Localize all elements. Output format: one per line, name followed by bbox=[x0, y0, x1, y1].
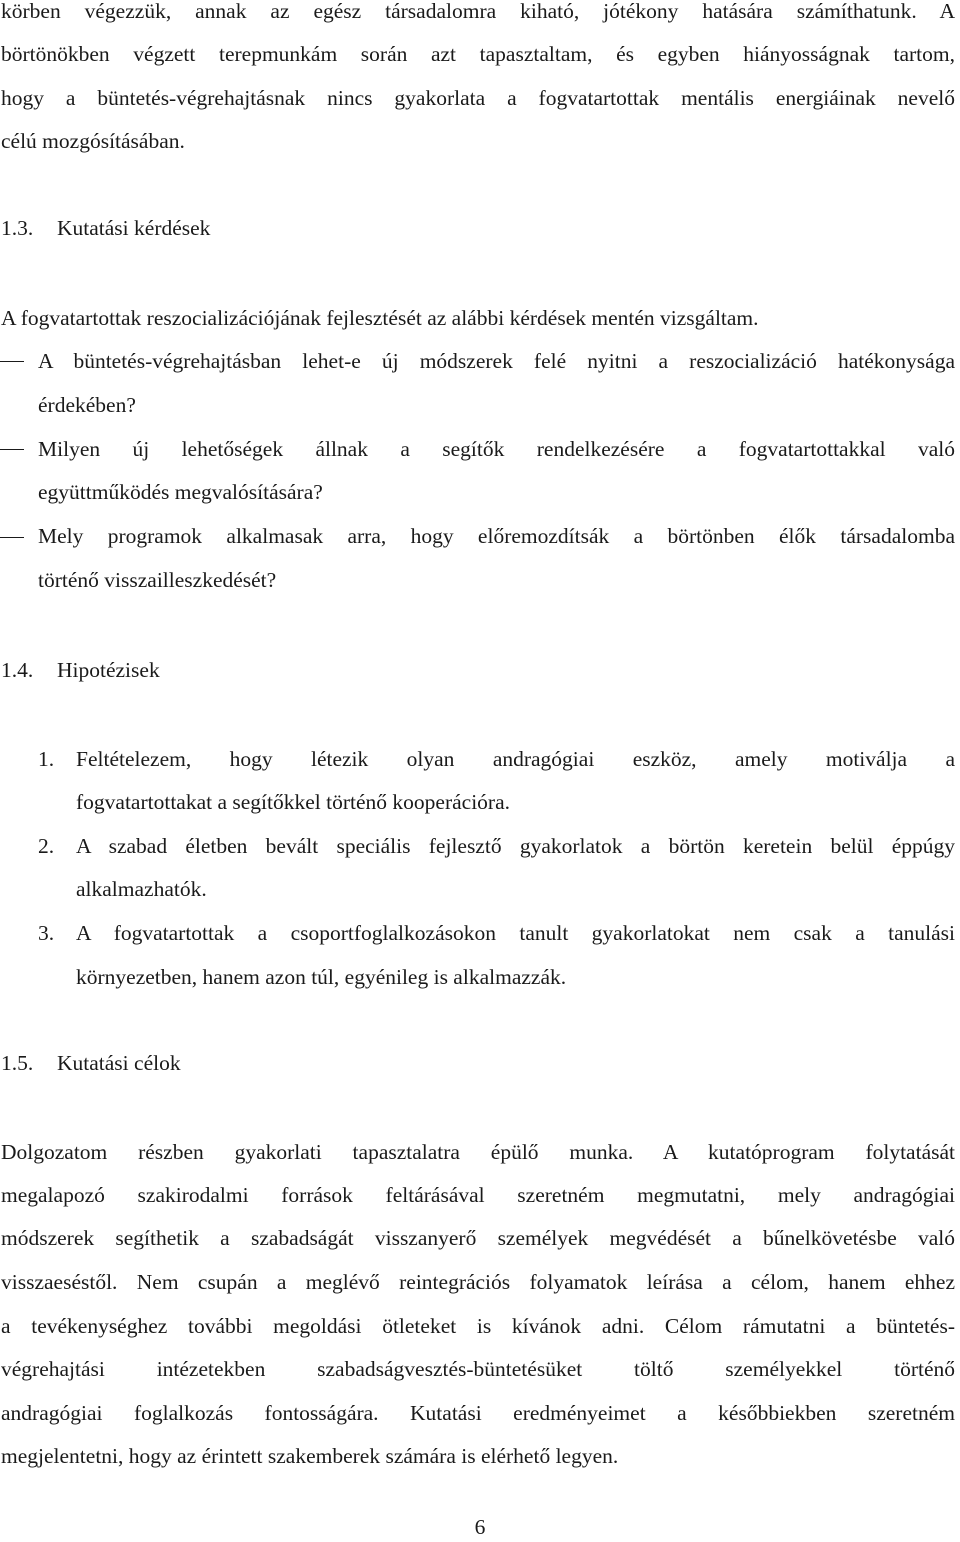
dash-bullet bbox=[0, 361, 24, 362]
section-lead: A fogvatartottak reszocializációjának fejlesztését az alábbi kérdések mentén vizsgáltam. bbox=[1, 306, 759, 330]
list-item-number: 2. bbox=[38, 834, 55, 858]
paragraph-line: végrehajtási intézetekben szabadságvesztés-büntetésüket töltő személyekkel történő bbox=[1, 1357, 955, 1381]
list-item-line: A fogvatartottak a csoportfoglalkozásokon tanult gyakorlatokat nem csak a tanulási bbox=[76, 921, 955, 945]
list-item-line: Mely programok alkalmasak arra, hogy előremozdítsák a börtönben élők társadalomba bbox=[38, 524, 955, 548]
section-heading-1-3 bbox=[1, 213, 210, 243]
list-item-line: történő visszailleszkedését? bbox=[38, 568, 277, 592]
paragraph-line: megjelentetni, hogy az érintett szakemberek számára is elérhető legyen. bbox=[1, 1444, 619, 1468]
list-item-line: A büntetés-végrehajtásban lehet-e új módszerek felé nyitni a reszocializáció hatékonysága bbox=[38, 349, 955, 373]
list-item-line: A szabad életben bevált speciális fejlesztő gyakorlatok a börtön keretein belül éppúgy bbox=[76, 834, 955, 858]
section-title: Kutatási kérdések bbox=[57, 216, 211, 240]
section-heading-1-4 bbox=[1, 655, 160, 685]
page-number: 6 bbox=[474, 1515, 486, 1539]
section-title: Hipotézisek bbox=[57, 658, 160, 682]
list-item-line: Milyen új lehetőségek állnak a segítők rendelkezésére a fogvatartottakkal való bbox=[38, 437, 955, 461]
dash-bullet bbox=[0, 449, 24, 450]
list-item-line: érdekében? bbox=[38, 393, 136, 417]
list-item-line: környezetben, hanem azon túl, egyénileg is alkalmazzák. bbox=[76, 965, 567, 989]
paragraph-line: visszaeséstől. Nem csupán a meglévő reintegrációs folyamatok leírása a célom, hanem ehhez bbox=[1, 1270, 955, 1294]
list-item-line: alkalmazhatók. bbox=[76, 877, 207, 901]
paragraph-line: megalapozó szakirodalmi források feltárásával szeretném megmutatni, mely andragógiai bbox=[1, 1183, 955, 1207]
section-heading-1-5 bbox=[1, 1048, 181, 1078]
list-item-number: 3. bbox=[38, 921, 55, 945]
list-item-line: együttműködés megvalósítására? bbox=[38, 480, 323, 504]
paragraph-line: Dolgozatom részben gyakorlati tapasztalatra épülő munka. A kutatóprogram folytatását bbox=[1, 1140, 955, 1164]
dash-bullet bbox=[0, 537, 24, 538]
paragraph-line: a tevékenységhez további megoldási ötleteket is kívánok adni. Célom rámutatni a büntetés- bbox=[1, 1314, 955, 1338]
section-number: 1.5. bbox=[1, 1051, 34, 1075]
paragraph-line: börtönökben végzett terepmunkám során azt tapasztaltam, és egyben hiányosságnak tartom, bbox=[1, 42, 955, 66]
section-number: 1.3. bbox=[1, 216, 34, 240]
list-item-number: 1. bbox=[38, 747, 55, 771]
paragraph-line: andragógiai foglalkozás fontosságára. Kutatási eredményeimet a későbbiekben szeretném bbox=[1, 1401, 955, 1425]
paragraph-line: körben végezzük, annak az egész társadalomra kiható, jótékony hatására számíthatunk. A bbox=[1, 0, 955, 23]
paragraph-line: módszerek segíthetik a szabadságát visszanyerő személyek megvédését a bűnelkövetésbe való bbox=[1, 1226, 955, 1250]
list-item-line: Feltételezem, hogy létezik olyan andragógiai eszköz, amely motiválja a bbox=[76, 747, 955, 771]
list-item-line: fogvatartottakat a segítőkkel történő kooperációra. bbox=[76, 790, 511, 814]
paragraph-line: hogy a büntetés-végrehajtásnak nincs gyakorlata a fogvatartottak mentális energiáinak nevelő bbox=[1, 86, 955, 110]
paragraph-line: célú mozgósításában. bbox=[1, 129, 185, 153]
section-title: Kutatási célok bbox=[57, 1051, 181, 1075]
section-number: 1.4. bbox=[1, 658, 34, 682]
